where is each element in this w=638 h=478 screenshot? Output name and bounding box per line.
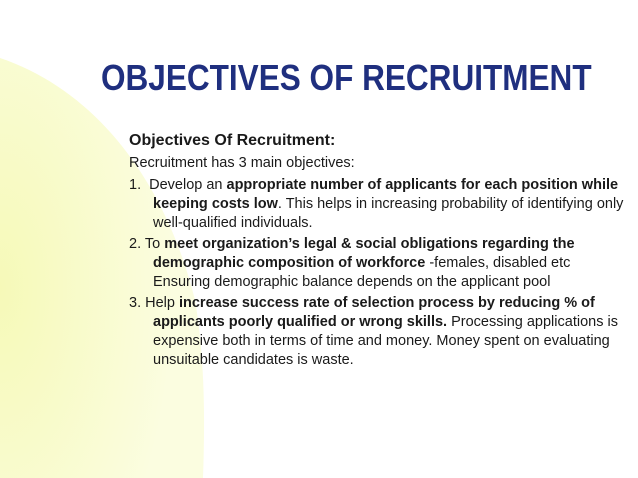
item-number: 2.: [129, 236, 142, 252]
objective-item-2: [129, 235, 629, 292]
slide-title: OBJECTIVES OF RECRUITMENT: [101, 57, 592, 98]
item-lead: To: [144, 236, 161, 252]
item-lead: Help: [145, 295, 175, 311]
section-subheading: Objectives Of Recruitment:: [129, 132, 336, 149]
slide-content: [129, 131, 629, 372]
intro-text: Recruitment has 3 main objectives:: [129, 155, 355, 171]
objective-item-1: [129, 176, 629, 233]
item-rest-text: -females, disabled etc Ensuring demographic balance depends on the applicant pool: [153, 255, 571, 290]
item-bold-text: meet organization’s legal & social obligations regarding the demographic composition of workforce: [153, 236, 575, 271]
item-lead: Develop an: [149, 177, 223, 193]
item-rest-text: . This helps in increasing probability of identifying only well-qualified individuals.: [153, 196, 624, 231]
objective-item-3: [129, 294, 629, 370]
item-number: 3.: [129, 295, 142, 311]
item-bold-text: increase success rate of selection process by reducing % of applicants poorly qualified or wrong skills.: [153, 295, 595, 330]
item-bold-text: appropriate number of applicants for each position while keeping costs low: [153, 177, 619, 212]
item-number: 1.: [129, 177, 142, 193]
item-rest-text: Processing applications is expensive both in terms of time and money. Money spent on evaluating unsuitable candidates is waste.: [153, 314, 618, 368]
